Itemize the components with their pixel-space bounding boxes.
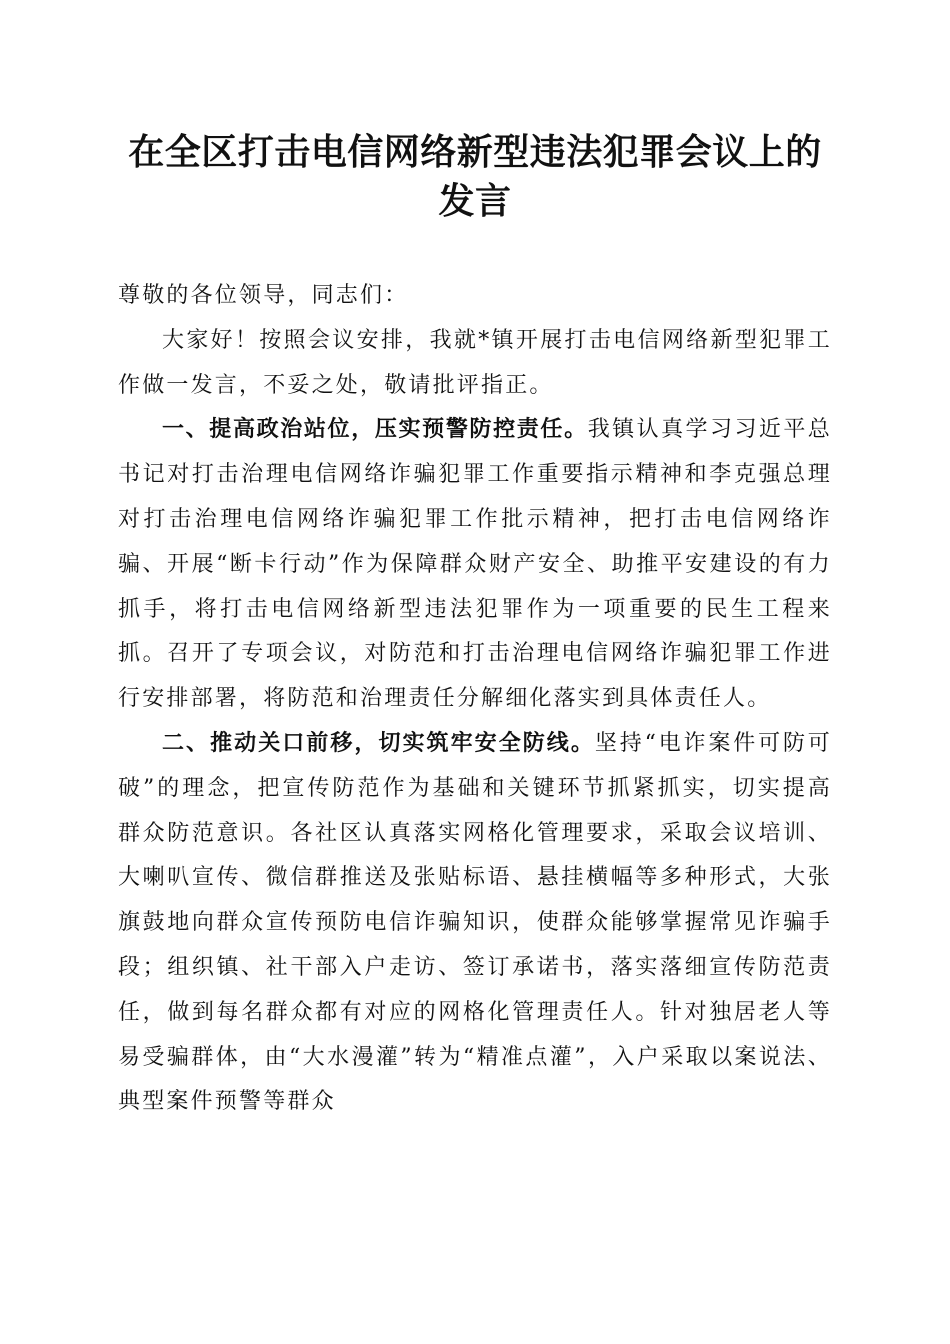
document-title: 在全区打击电信网络新型违法犯罪会议上的发言 — [128, 131, 822, 222]
section-paragraph-2 — [118, 722, 832, 1125]
section-heading-1: 一、提高政治站位，压实预警防控责任。 — [162, 417, 588, 443]
section-heading-2: 二、推动关口前移，切实筑牢安全防线。 — [162, 730, 595, 756]
opening-paragraph: 大家好！按照会议安排，我就*镇开展打击电信网络新型犯罪工作做一发言，不妥之处，敬请批评指正。 — [118, 327, 832, 398]
section-text-1: 我镇认真学习习近平总书记对打击治理电信网络诈骗犯罪工作重要指示精神和李克强总理对打击治理电信网络诈骗犯罪工作批示精神，把打击电信网络诈骗、开展“断卡行动”作为保障群众财产安全、助推平安建设的有力抓手，将打击电信网络新型违法犯罪作为一项重要的民生工程来抓。召开了专项会议，对防范和打击治理电信网络诈骗犯罪工作进行安排部署，将防范和治理责任分解细化落实到具体责任人。 — [118, 417, 832, 712]
section-paragraph-1 — [118, 408, 832, 722]
section-text-2: 坚持“电诈案件可防可破”的理念，把宣传防范作为基础和关键环节抓紧抓实，切实提高群众防范意识。各社区认真落实网格化管理要求，采取会议培训、大喇叭宣传、微信群推送及张贴标语、悬挂横幅等多种形式，大张旗鼓地向群众宣传预防电信诈骗知识，使群众能够掌握常见诈骗手段；组织镇、社干部入户走访、签订承诺书，落实落细宣传防范责任，做到每名群众都有对应的网格化管理责任人。针对独居老人等易受骗群体，由“大水漫灌”转为“精准点灌”，入户采取以案说法、典型案件预警等群众 — [118, 730, 833, 1115]
document-body — [118, 274, 832, 1125]
salutation: 尊敬的各位领导，同志们： — [118, 283, 409, 308]
